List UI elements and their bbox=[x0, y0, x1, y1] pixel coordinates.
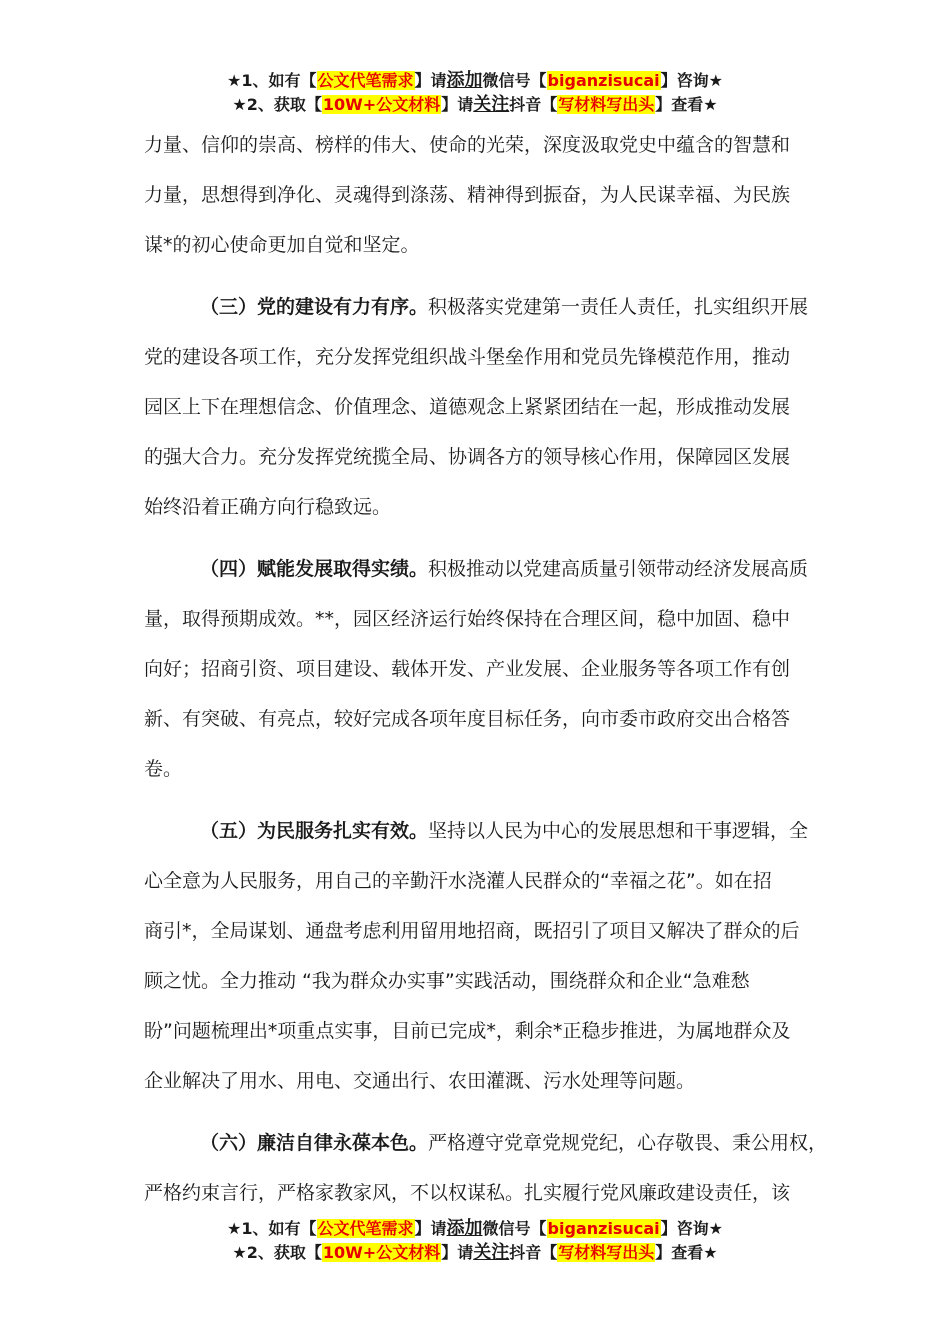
footer-banner bbox=[0, 1217, 950, 1265]
text-line: （四）赋能发展取得实绩。积极推动以党建高质量引领带动经济发展高质 bbox=[200, 558, 809, 580]
underlined-text: 添加 bbox=[446, 1218, 483, 1239]
text-line: （六）廉洁自律永葆本色。严格遵守党章党规党纪，心存敬畏、秉公用权， bbox=[200, 1132, 828, 1154]
highlight-text: 10W+公文材料 bbox=[322, 1243, 441, 1262]
banner-line-2: ★2、获取【10W+公文材料】请关注抖音【写材料写出头】查看★ bbox=[232, 94, 718, 115]
highlight-text: 公文代笔需求 bbox=[317, 1219, 414, 1238]
text-line: 的强大合力。充分发挥党统揽全局、协调各方的领导核心作用，保障园区发展 bbox=[144, 446, 791, 468]
banner-line-2: ★2、获取【10W+公文材料】请关注抖音【写材料写出头】查看★ bbox=[232, 1242, 718, 1263]
text-line: 卷。 bbox=[144, 758, 183, 780]
paragraph-heading: （六）廉洁自律永葆本色。 bbox=[200, 1132, 429, 1154]
text-line: 力量、信仰的崇高、榜样的伟大、使命的光荣，深度汲取党史中蕴含的智慧和 bbox=[144, 134, 791, 156]
text-line: （五）为民服务扎实有效。坚持以人民为中心的发展思想和干事逻辑，全 bbox=[200, 820, 809, 842]
text-line: 顾之忧。全力推动 “我为群众办实事”实践活动，围绕群众和企业“急难愁 bbox=[144, 970, 750, 992]
paragraph-development bbox=[144, 552, 820, 802]
paragraph-heading: （三）党的建设有力有序。 bbox=[200, 296, 429, 318]
paragraph-heading: （五）为民服务扎实有效。 bbox=[200, 820, 429, 842]
wechat-id-highlight: biganzisucai bbox=[547, 1219, 660, 1238]
underlined-text: 关注 bbox=[473, 94, 510, 115]
douyin-name-highlight: 写材料写出头 bbox=[558, 95, 655, 114]
text-line: 向好；招商引资、项目建设、载体开发、产业发展、企业服务等各项工作有创 bbox=[144, 658, 791, 680]
paragraph-heading: （四）赋能发展取得实绩。 bbox=[200, 558, 429, 580]
text-line: 党的建设各项工作，充分发挥党组织战斗堡垒作用和党员先锋模范作用，推动 bbox=[144, 346, 791, 368]
highlight-text: 公文代笔需求 bbox=[317, 71, 414, 90]
underlined-text: 关注 bbox=[473, 1242, 510, 1263]
text-line: 企业解决了用水、用电、交通出行、农田灌溉、污水处理等问题。 bbox=[144, 1070, 696, 1092]
douyin-name-highlight: 写材料写出头 bbox=[558, 1243, 655, 1262]
paragraph-service bbox=[144, 814, 820, 1114]
text-line: 谋*的初心使命更加自觉和坚定。 bbox=[144, 234, 420, 256]
banner-line-1: ★1、如有【公文代笔需求】请添加微信号【biganzisucai】咨询★ bbox=[227, 1218, 723, 1239]
text-line: 商引*，全局谋划、通盘考虑利用留用地招商，既招引了项目又解决了群众的后 bbox=[144, 920, 800, 942]
text-line: 心全意为人民服务，用自己的辛勤汗水浇灌人民群众的“幸福之花”。如在招 bbox=[144, 870, 772, 892]
paragraph-party-building bbox=[144, 290, 820, 540]
text-line: 新、有突破、有亮点，较好完成各项年度目标任务，向市委市政府交出合格答 bbox=[144, 708, 791, 730]
document-body bbox=[144, 128, 828, 1226]
text-line: 严格约束言行，严格家教家风，不以权谋私。扎实履行党风廉政建设责任，该 bbox=[144, 1182, 791, 1204]
header-banner bbox=[0, 69, 950, 117]
text-line: 始终沿着正确方向行稳致远。 bbox=[144, 496, 392, 518]
paragraph-continuation bbox=[144, 128, 820, 278]
text-line: （三）党的建设有力有序。积极落实党建第一责任人责任，扎实组织开展 bbox=[200, 296, 809, 318]
paragraph-integrity bbox=[144, 1126, 828, 1226]
text-line: 量，取得预期成效。**，园区经济运行始终保持在合理区间，稳中加固、稳中 bbox=[144, 608, 791, 630]
highlight-text: 10W+公文材料 bbox=[322, 95, 441, 114]
wechat-id-highlight: biganzisucai bbox=[547, 71, 660, 90]
text-line: 力量，思想得到净化、灵魂得到涤荡、精神得到振奋，为人民谋幸福、为民族 bbox=[144, 184, 791, 206]
text-line: 园区上下在理想信念、价值理念、道德观念上紧紧团结在一起，形成推动发展 bbox=[144, 396, 791, 418]
text-line: 盼”问题梳理出*项重点实事，目前已完成*，剩余*正稳步推进，为属地群众及 bbox=[144, 1020, 791, 1042]
underlined-text: 添加 bbox=[446, 70, 483, 91]
banner-line-1: ★1、如有【公文代笔需求】请添加微信号【biganzisucai】咨询★ bbox=[227, 70, 723, 91]
